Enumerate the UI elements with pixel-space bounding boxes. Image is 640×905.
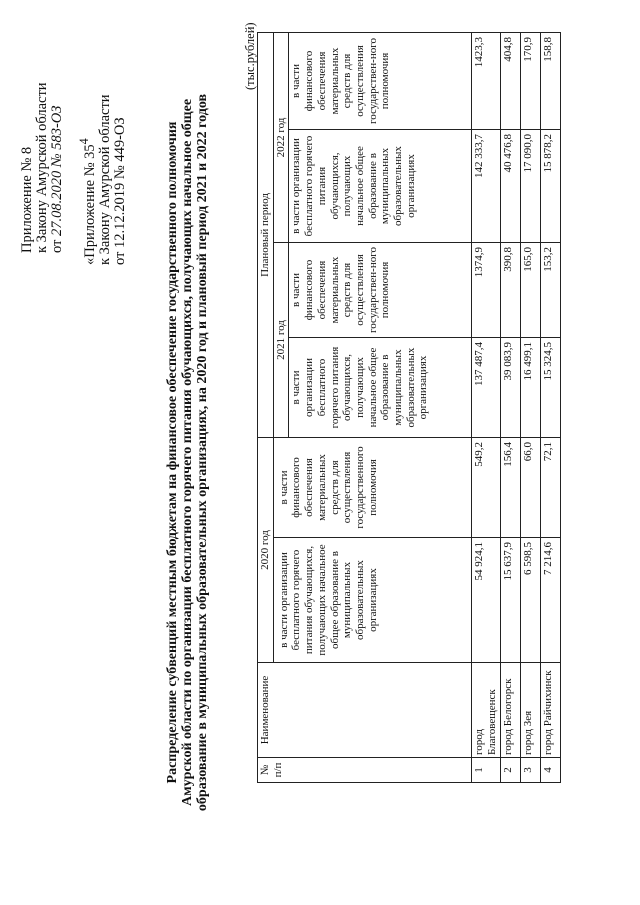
col-2021-fin: в части финансового обеспечения материальных средств для осуществления государствен-ного полномочия xyxy=(289,243,472,338)
year-2022-header: 2022 год xyxy=(273,32,289,242)
reference-title: «Приложение № $35^4$ xyxy=(77,138,98,265)
subsidy-table xyxy=(257,32,561,783)
handwritten-date: 27.08.2020 № 583-ОЗ xyxy=(49,105,65,236)
appendix-title: Приложение № 8 xyxy=(19,146,35,253)
document-title: Распределение субвенций местным бюджетам на финансовое обеспечение государственного полномочия Амурской области по организации бесплатного горячего питания обучающихся, получающих начальное общее образование в муниципальных образовательных организациях, на 2020 год и плановый период 2021 и 2022 годов xyxy=(165,93,210,812)
table-row: 4 город Райчихинск 7 214,6 72,1 15 324,5 153,2 15 878,2 158,8 xyxy=(540,32,560,782)
col-2020-fin: в части финансового обеспечения материальных средств для осуществления государственного полномочия xyxy=(273,438,472,538)
col-2020-org: в части организации бесплатного горячего питания обучающихся, получающих начальное общее образование в муниципальных образовательных организациях xyxy=(273,538,472,663)
year-2021-header: 2021 год xyxy=(273,243,289,438)
col-2021-org: в части организации бесплатного горячего питания обучающихся, получающих начальное общее образование в муниципальных образовательных организациях xyxy=(289,338,472,438)
col-2022-fin: в части финансового обеспечения материальных средств для осуществления государствен-ного полномочия xyxy=(289,32,472,129)
table-row: 1 город Благовещенск 54 924,1 549,2 137 487,4 1374,9 142 333,7 1423,3 xyxy=(472,32,500,782)
appendix-law: к Закону Амурской области xyxy=(34,82,50,253)
reference-law: к Закону Амурской области xyxy=(96,94,113,265)
appendix-header xyxy=(20,82,65,253)
reference-date: от 12.12.2019 № 449-ОЗ xyxy=(111,117,128,265)
unit-label: (тыс.рублей) xyxy=(243,22,257,90)
col-2022-org: в части организации бесплатного горячего питания обучающихся, получающих начальное общее образование в муниципальных образовательных организациях xyxy=(289,130,472,243)
appendix-date: от 27.08.2020 № 583-ОЗ xyxy=(49,105,65,253)
reference-header xyxy=(77,94,128,265)
col-num-header: № п/п xyxy=(258,758,472,783)
planned-period-header: Плановый период xyxy=(258,32,274,437)
table-row: 2 город Белогорск 15 637,9 156,4 39 083,9 390,8 40 476,8 404,8 xyxy=(500,32,520,782)
year-2020-header: 2020 год xyxy=(258,438,274,663)
table-row: 3 город Зея 6 598,5 66,0 16 499,1 165,0 17 090,0 170,9 xyxy=(520,32,540,782)
header-row-1 xyxy=(258,32,274,782)
col-name-header: Наименование xyxy=(258,663,472,758)
